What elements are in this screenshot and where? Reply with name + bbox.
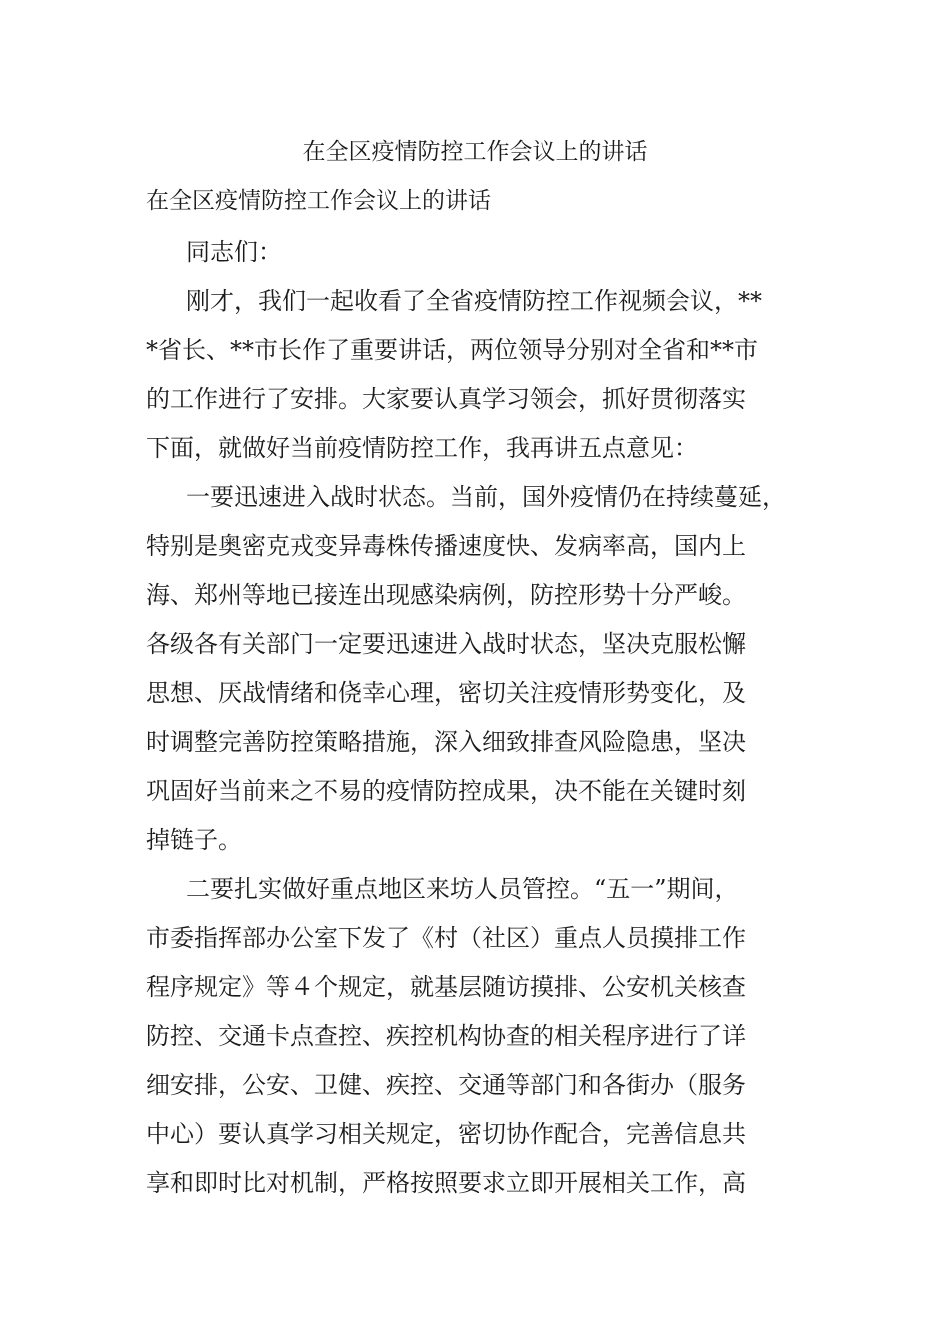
- paragraph-line: 市委指挥部办公室下发了《村（社区）重点人员摸排工作: [146, 924, 746, 952]
- document-subtitle: 在全区疫情防控工作会议上的讲话: [146, 188, 491, 214]
- paragraph-line: 掉链子。: [146, 826, 242, 854]
- paragraph-line: 二要扎实做好重点地区来坊人员管控。“五一”期间，: [186, 875, 739, 903]
- paragraph-line: 下面，就做好当前疫情防控工作，我再讲五点意见：: [146, 434, 698, 462]
- paragraph-line: 的工作进行了安排。大家要认真学习领会，抓好贯彻落实: [146, 385, 746, 413]
- paragraph-line: 享和即时比对机制，严格按照要求立即开展相关工作，高: [146, 1169, 746, 1197]
- paragraph-line: 海、郑州等地已接连出现感染病例，防控形势十分严峻。: [146, 581, 746, 609]
- paragraph-line: 时调整完善防控策略措施，深入细致排查风险隐患，坚决: [146, 728, 746, 756]
- salutation-line: 同志们：: [186, 238, 282, 266]
- paragraph-line: 特别是奥密克戎变异毒株传播速度快、发病率高，国内上: [146, 532, 746, 560]
- paragraph-line: 中心）要认真学习相关规定，密切协作配合，完善信息共: [146, 1120, 746, 1148]
- paragraph-line: *省长、**市长作了重要讲话，两位领导分别对全省和**市: [146, 336, 758, 364]
- paragraph-line: 巩固好当前来之不易的疫情防控成果，决不能在关键时刻: [146, 777, 746, 805]
- paragraph-line: 程序规定》等４个规定，就基层随访摸排、公安机关核查: [146, 973, 746, 1001]
- paragraph-line: 思想、厌战情绪和侥幸心理，密切关注疫情形势变化，及: [146, 679, 746, 707]
- paragraph-line: 各级各有关部门一定要迅速进入战时状态，坚决克服松懈: [146, 630, 746, 658]
- document-title: 在全区疫情防控工作会议上的讲话: [302, 139, 648, 165]
- paragraph-line: 一要迅速进入战时状态。当前，国外疫情仍在持续蔓延，: [186, 483, 786, 511]
- document-body: [146, 228, 826, 1208]
- paragraph-line: 刚才，我们一起收看了全省疫情防控工作视频会议，**: [186, 287, 762, 315]
- paragraph-line: 细安排，公安、卫健、疾控、交通等部门和各街办（服务: [146, 1071, 746, 1099]
- paragraph-line: 防控、交通卡点查控、疾控机构协查的相关程序进行了详: [146, 1022, 746, 1050]
